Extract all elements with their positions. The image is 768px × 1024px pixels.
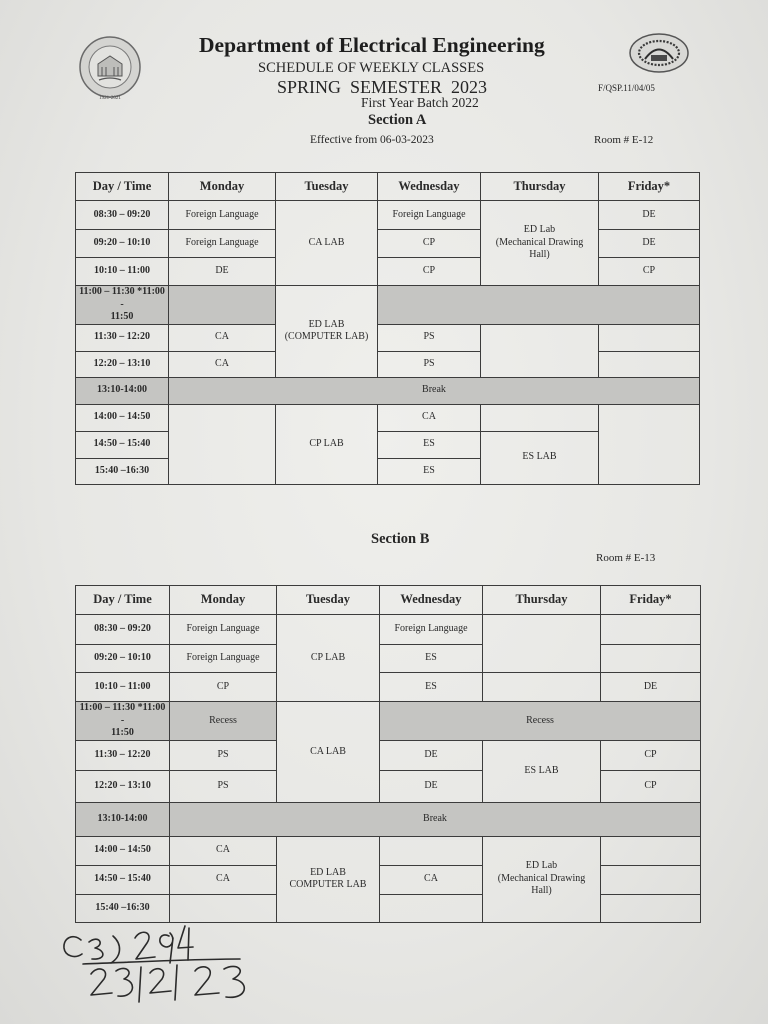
- friday-class: CP: [601, 740, 701, 770]
- wednesday-class: CA: [380, 865, 483, 894]
- empty-cell: [599, 324, 700, 351]
- wednesday-class: DE: [380, 770, 483, 802]
- header-tuesday: Tuesday: [277, 586, 380, 615]
- monday-class: CA: [170, 836, 277, 865]
- header-monday: Monday: [169, 173, 276, 201]
- empty-cell: [380, 894, 483, 922]
- time-slot: 14:50 – 15:40: [76, 865, 170, 894]
- thursday-class: ES LAB: [483, 740, 601, 802]
- time-slot: 15:40 –16:30: [76, 458, 169, 484]
- time-slot: 14:50 – 15:40: [76, 431, 169, 458]
- time-slot: 10:10 – 11:00: [76, 258, 169, 286]
- break-banner: Break: [170, 802, 701, 836]
- wednesday-class: Foreign Language: [378, 201, 481, 230]
- section-a-room: Room # E-12: [594, 134, 654, 146]
- wednesday-class: Foreign Language: [380, 615, 483, 645]
- wednesday-class: PS: [378, 324, 481, 351]
- wednesday-class: CA: [378, 404, 481, 431]
- thursday-class: ED Lab (Mechanical Drawing Hall): [483, 836, 601, 922]
- signature-stroke: [111, 936, 120, 963]
- batch-label: First Year Batch 2022: [361, 95, 479, 110]
- time-slot: 09:20 – 10:10: [76, 230, 169, 258]
- wednesday-class: CP: [378, 230, 481, 258]
- empty-cell: [599, 351, 700, 377]
- signature-stroke: [116, 968, 132, 996]
- empty-cell: [601, 615, 701, 645]
- tuesday-class: ED LAB (COMPUTER LAB): [276, 286, 378, 378]
- tuesday-class: CP LAB: [277, 615, 380, 702]
- effective-date: Effective from 06-03-2023: [310, 134, 434, 146]
- time-slot-break: 13:10-14:00: [76, 802, 170, 836]
- empty-cell: [380, 836, 483, 865]
- tuesday-class: ED LAB COMPUTER LAB: [277, 836, 380, 922]
- section-b-title: Section B: [371, 531, 430, 547]
- empty-cell: [601, 645, 701, 673]
- empty-cell: [483, 673, 601, 702]
- recess-cell-monday: Recess: [170, 702, 277, 741]
- header-thursday: Thursday: [481, 173, 599, 201]
- signature-stroke: [64, 937, 82, 957]
- wednesday-class: ES: [380, 673, 483, 702]
- monday-class: Foreign Language: [169, 230, 276, 258]
- university-logo-left: [72, 36, 148, 102]
- monday-class: CP: [170, 673, 277, 702]
- header-day-time: Day / Time: [76, 173, 169, 201]
- wednesday-class: PS: [378, 351, 481, 377]
- thursday-class: ED Lab (Mechanical Drawing Hall): [481, 201, 599, 286]
- signature-stroke: [160, 933, 173, 963]
- section-a-schedule-table: [75, 172, 700, 485]
- monday-class: CA: [169, 324, 276, 351]
- header-tuesday: Tuesday: [276, 173, 378, 201]
- section-b-room: Room # E-13: [596, 552, 656, 564]
- empty-cell: [481, 324, 599, 377]
- wednesday-class: ES: [378, 431, 481, 458]
- wednesday-class: ES: [380, 645, 483, 673]
- signature-stroke: [178, 926, 193, 960]
- time-slot: 09:20 – 10:10: [76, 645, 170, 673]
- wednesday-class: ES: [378, 458, 481, 484]
- header-monday: Monday: [170, 586, 277, 615]
- signature-stroke: [150, 969, 171, 993]
- header-wednesday: Wednesday: [380, 586, 483, 615]
- signature-stroke: [175, 965, 177, 1000]
- tuesday-class: CA LAB: [277, 702, 380, 803]
- time-slot: 14:00 – 14:50: [76, 404, 169, 431]
- logo-year: 1921-2021: [99, 96, 121, 101]
- time-slot-break: 13:10-14:00: [76, 377, 169, 404]
- monday-class: Foreign Language: [170, 615, 277, 645]
- time-slot: 12:20 – 13:10: [76, 770, 170, 802]
- empty-cell: [483, 615, 601, 673]
- recess-cell-wed-fri: Recess: [380, 702, 701, 741]
- monday-class: CA: [170, 865, 277, 894]
- time-slot-recess: 11:00 – 11:30 *11:00 - 11:50: [76, 702, 170, 741]
- time-slot: 14:00 – 14:50: [76, 836, 170, 865]
- seal-base: [651, 55, 667, 61]
- recess-cell-monday: [169, 286, 276, 325]
- time-slot: 11:30 – 12:20: [76, 740, 170, 770]
- handwritten-signature: [55, 918, 265, 1008]
- tuesday-class: CP LAB: [276, 404, 378, 484]
- monday-class: Foreign Language: [169, 201, 276, 230]
- empty-cell: [601, 894, 701, 922]
- friday-class: CP: [601, 770, 701, 802]
- time-slot: 11:30 – 12:20: [76, 324, 169, 351]
- monday-class: DE: [169, 258, 276, 286]
- semester-title: SPRING SEMESTER 2023: [277, 77, 488, 97]
- friday-class: CP: [599, 258, 700, 286]
- signature-stroke: [195, 967, 219, 995]
- header-friday: Friday*: [601, 586, 701, 615]
- monday-class: CA: [169, 351, 276, 377]
- header-wednesday: Wednesday: [378, 173, 481, 201]
- monday-class: PS: [170, 740, 277, 770]
- section-b-schedule-table: [75, 585, 701, 923]
- empty-cell: [599, 404, 700, 484]
- header-friday: Friday*: [599, 173, 700, 201]
- tuesday-class: CA LAB: [276, 201, 378, 286]
- monday-class: Foreign Language: [170, 645, 277, 673]
- header-thursday: Thursday: [483, 586, 601, 615]
- thursday-class: ES LAB: [481, 431, 599, 484]
- break-banner: Break: [169, 377, 700, 404]
- document-code: F/QSP.11/04/05: [598, 83, 655, 93]
- time-slot: 10:10 – 11:00: [76, 673, 170, 702]
- wednesday-class: CP: [378, 258, 481, 286]
- time-slot: 15:40 –16:30: [76, 894, 170, 922]
- time-slot-recess: 11:00 – 11:30 *11:00 - 11:50: [76, 286, 169, 325]
- empty-cell: [601, 865, 701, 894]
- friday-class: DE: [599, 230, 700, 258]
- friday-class: DE: [601, 673, 701, 702]
- university-logo-right: [628, 32, 690, 74]
- empty-cell: [601, 836, 701, 865]
- header-day-time: Day / Time: [76, 586, 170, 615]
- signature-stroke: [139, 967, 141, 1002]
- section-a-title: Section A: [368, 112, 427, 128]
- time-slot: 08:30 – 09:20: [76, 201, 169, 230]
- empty-cell: [481, 404, 599, 431]
- empty-cell: [169, 404, 276, 484]
- signature-stroke: [89, 939, 103, 959]
- signature-stroke: [224, 966, 244, 997]
- friday-class: DE: [599, 201, 700, 230]
- time-slot: 12:20 – 13:10: [76, 351, 169, 377]
- signature-stroke: [135, 932, 155, 959]
- schedule-title: SCHEDULE OF WEEKLY CLASSES: [258, 60, 485, 76]
- time-slot: 08:30 – 09:20: [76, 615, 170, 645]
- signature-stroke: [91, 969, 112, 995]
- department-title: Department of Electrical Engineering: [199, 33, 545, 57]
- recess-cell-wed-fri: [378, 286, 700, 325]
- monday-class: PS: [170, 770, 277, 802]
- wednesday-class: DE: [380, 740, 483, 770]
- signature-stroke: [83, 959, 240, 964]
